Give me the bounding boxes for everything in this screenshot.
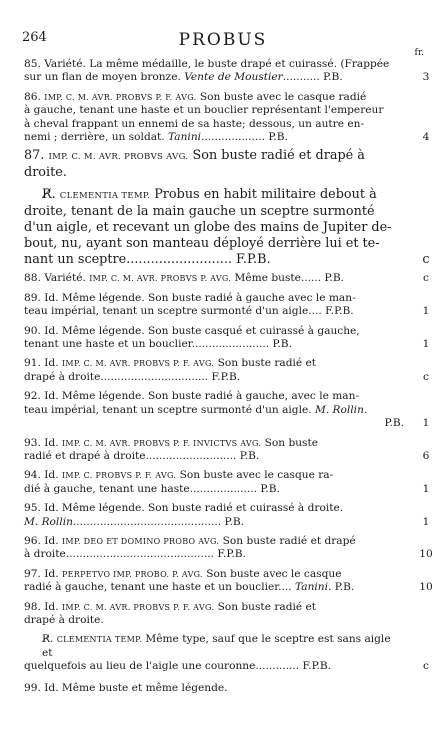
legend-text: IMP. C. PROBVS P. F. AVG. [61, 471, 177, 481]
rarity-value: 4 [422, 131, 430, 144]
entry-text: radié et drapé à droite........................... P.B. [24, 449, 260, 462]
entry-94 [24, 469, 430, 496]
page-header [22, 30, 424, 58]
legend-text: IMP. C. M. AVR. PROBVS P. F. AVG. [44, 92, 197, 102]
entry-text: Id. [44, 567, 62, 580]
entry-90 [24, 324, 430, 352]
rarity-value: 6 [422, 449, 430, 462]
entry-text: Id. Même légende. Son buste radié et cuirassé à droite. [44, 502, 344, 515]
entry-96 [24, 534, 433, 562]
legend-text: PERPETVO IMP. PROBO. P. AVG. [61, 569, 203, 579]
entry-number: 91. [24, 357, 41, 370]
entry-text: nant un sceptre.......................... F.P.B. [24, 252, 271, 268]
entry-text: drapé à droite................................ F.P.B. [24, 370, 241, 383]
rarity-value: 3 [422, 71, 430, 84]
entry-text: drapé à droite. [24, 613, 104, 626]
rarity-value: 1 [422, 305, 430, 318]
legend-text: IMP. C. M. AVR. PROBVS P. F. AVG. [61, 359, 215, 369]
entry-95 [24, 502, 430, 529]
entry-text: Variété. [44, 272, 90, 285]
legend-text: CLEMENTIA TEMP. [56, 635, 143, 645]
entry-number: 98. [24, 600, 41, 613]
entry-text: Variété. La même médaille, le buste drapé et cuirassé. (Frappée [44, 58, 390, 70]
entry-92 [24, 390, 430, 430]
rarity-value: c [422, 252, 430, 268]
entry-97 [24, 567, 433, 595]
entry-text: Son buste radié et [214, 600, 317, 613]
page-number: 264 [22, 30, 47, 45]
entry-text: droite. [24, 165, 67, 181]
entry-93 [24, 436, 430, 464]
rarity-value: 1 [422, 338, 430, 351]
entry-87-reverse [24, 187, 430, 268]
entry-text: Id. Même légende. Son buste radié à gauche avec le man- [44, 291, 356, 304]
provenance: Tanini. [295, 581, 332, 594]
entry-text: Son buste avec le casque radié [196, 90, 367, 103]
entry-text: teau impérial, tenant un sceptre surmonté d'un aigle. [24, 403, 315, 416]
entry-text: Probus en habit militaire debout à [150, 187, 377, 203]
entry-text: Id. [44, 600, 62, 613]
entry-text: Son buste avec le casque [202, 567, 342, 580]
entry-number: 86. [24, 90, 41, 103]
entry-number: 88. [24, 272, 41, 285]
entry-text: teau impérial, tenant un sceptre surmonté d'un aigle.... F.P.B. [24, 305, 354, 318]
entry-text: Son buste radié et [214, 357, 317, 370]
entry-number: 95. [24, 502, 41, 515]
reverse-mark: R̸. [42, 633, 54, 646]
entry-text: sur un flan de moyen bronze. [24, 71, 185, 84]
rarity-value: c [423, 660, 429, 673]
entry-text: Id. Même buste et même légende. [44, 681, 228, 694]
entry-text: Son buste radié et drapé [219, 534, 356, 547]
entry-text: Id. [44, 357, 62, 370]
entry-98-reverse [24, 633, 429, 673]
entry-number: 85. [24, 58, 41, 70]
rarity-value: 1 [422, 417, 430, 430]
rarity-value: 1 [422, 482, 430, 495]
entry-number: 94. [24, 469, 41, 482]
entry-text: Id. [44, 436, 62, 449]
entry-number: 90. [24, 324, 41, 337]
provenance: Vente de Moustier [184, 71, 283, 84]
entry-number: 89. [24, 291, 41, 304]
entry-text: ................... P.B. [201, 131, 288, 144]
entry-text: quelquefois au lieu de l'aigle une couronne............. F.P.B. [24, 660, 332, 673]
entry-text: à cheval frappant un ennemi de sa haste; dessous, un autre en- [24, 117, 365, 130]
entry-number: 99. [24, 681, 41, 694]
entry-number: 93. [24, 436, 41, 449]
entry-text: Id. Même légende. Son buste casqué et cuirassé à gauche, [44, 324, 360, 337]
entry-text: radié à gauche, tenant une haste et un bouclier.... [24, 581, 296, 594]
legend-text: IMP. C. M. AVR. PROBVS P. F. AVG. [61, 602, 215, 612]
entry-text: ........... P.B. [282, 71, 343, 84]
entry-98 [24, 601, 404, 628]
entry-list [24, 58, 433, 697]
rarity-value: c [423, 370, 429, 383]
running-title: PROBUS [178, 30, 268, 50]
legend-text: IMP. C. M. AVR. PROBVS AVG. [48, 152, 189, 163]
entry-text: nemi ; derrière, un soldat. [24, 131, 169, 144]
entry-85 [24, 58, 430, 85]
entry-text: Son buste avec le casque ra- [176, 469, 334, 482]
entry-text: tenant une haste et un bouclier....................... P.B. [24, 338, 292, 351]
entry-text: à droite............................................ F.P.B. [24, 548, 246, 561]
entry-text: à gauche, tenant une haste et un bouclier représentant l'empereur [24, 104, 384, 117]
entry-text: Id. Même légende. Son buste radié à gauche, avec le man- [44, 390, 360, 403]
provenance: Tanini [168, 131, 202, 144]
entry-87 [24, 148, 404, 181]
entry-text: Même type, sauf que le sceptre est sans aigle et [42, 633, 391, 659]
entry-89 [24, 291, 430, 319]
legend-text: IMP. C. M. AVR. PROBVS P. F. INVICTVS AVG. [61, 438, 262, 448]
legend-text: IMP. C. M. AVR. PROBVS P. AVG. [89, 274, 232, 284]
provenance: M. Rollin. [314, 403, 368, 416]
entry-number: 87. [24, 148, 45, 164]
reverse-mark: R̸. [42, 187, 56, 203]
rarity-value: 10 [419, 581, 433, 594]
entry-text: Son buste radié et drapé à [188, 148, 365, 164]
legend-text: CLEMENTIA TEMP. [59, 191, 151, 202]
entry-88 [24, 272, 429, 285]
entry-number: 92. [24, 390, 41, 403]
legend-text: IMP. DEO ET DOMINO PROBO AVG. [61, 536, 220, 546]
entry-text: dié à gauche, tenant une haste.................... P.B. [24, 482, 280, 495]
entry-91 [24, 357, 429, 384]
entry-text: ............................................ P.B. [72, 515, 244, 528]
entry-text: Id. [44, 469, 62, 482]
entry-text: droite, tenant de la main gauche un sceptre surmonté [24, 204, 375, 220]
rarity-value: c [423, 272, 429, 285]
rarity-value: 10 [419, 548, 433, 561]
entry-text: d'un aigle, et recevant un globe des mains de Jupiter de- [24, 220, 392, 236]
entry-text: Id. [44, 534, 62, 547]
entry-text: P.B. [384, 417, 404, 430]
rarity-value: 1 [422, 515, 430, 528]
entry-text: Même buste...... P.B. [231, 272, 344, 285]
entry-text: Son buste [261, 436, 319, 449]
entry-number: 96. [24, 534, 41, 547]
currency-unit: fr. [414, 48, 424, 58]
entry-text: bout, nu, ayant son manteau déployé derrière lui et te- [24, 236, 380, 252]
provenance: M. Rollin [24, 515, 73, 528]
entry-99 [24, 682, 404, 695]
entry-86 [24, 90, 430, 145]
entry-number: 97. [24, 567, 41, 580]
entry-text: P.B. [331, 581, 355, 594]
